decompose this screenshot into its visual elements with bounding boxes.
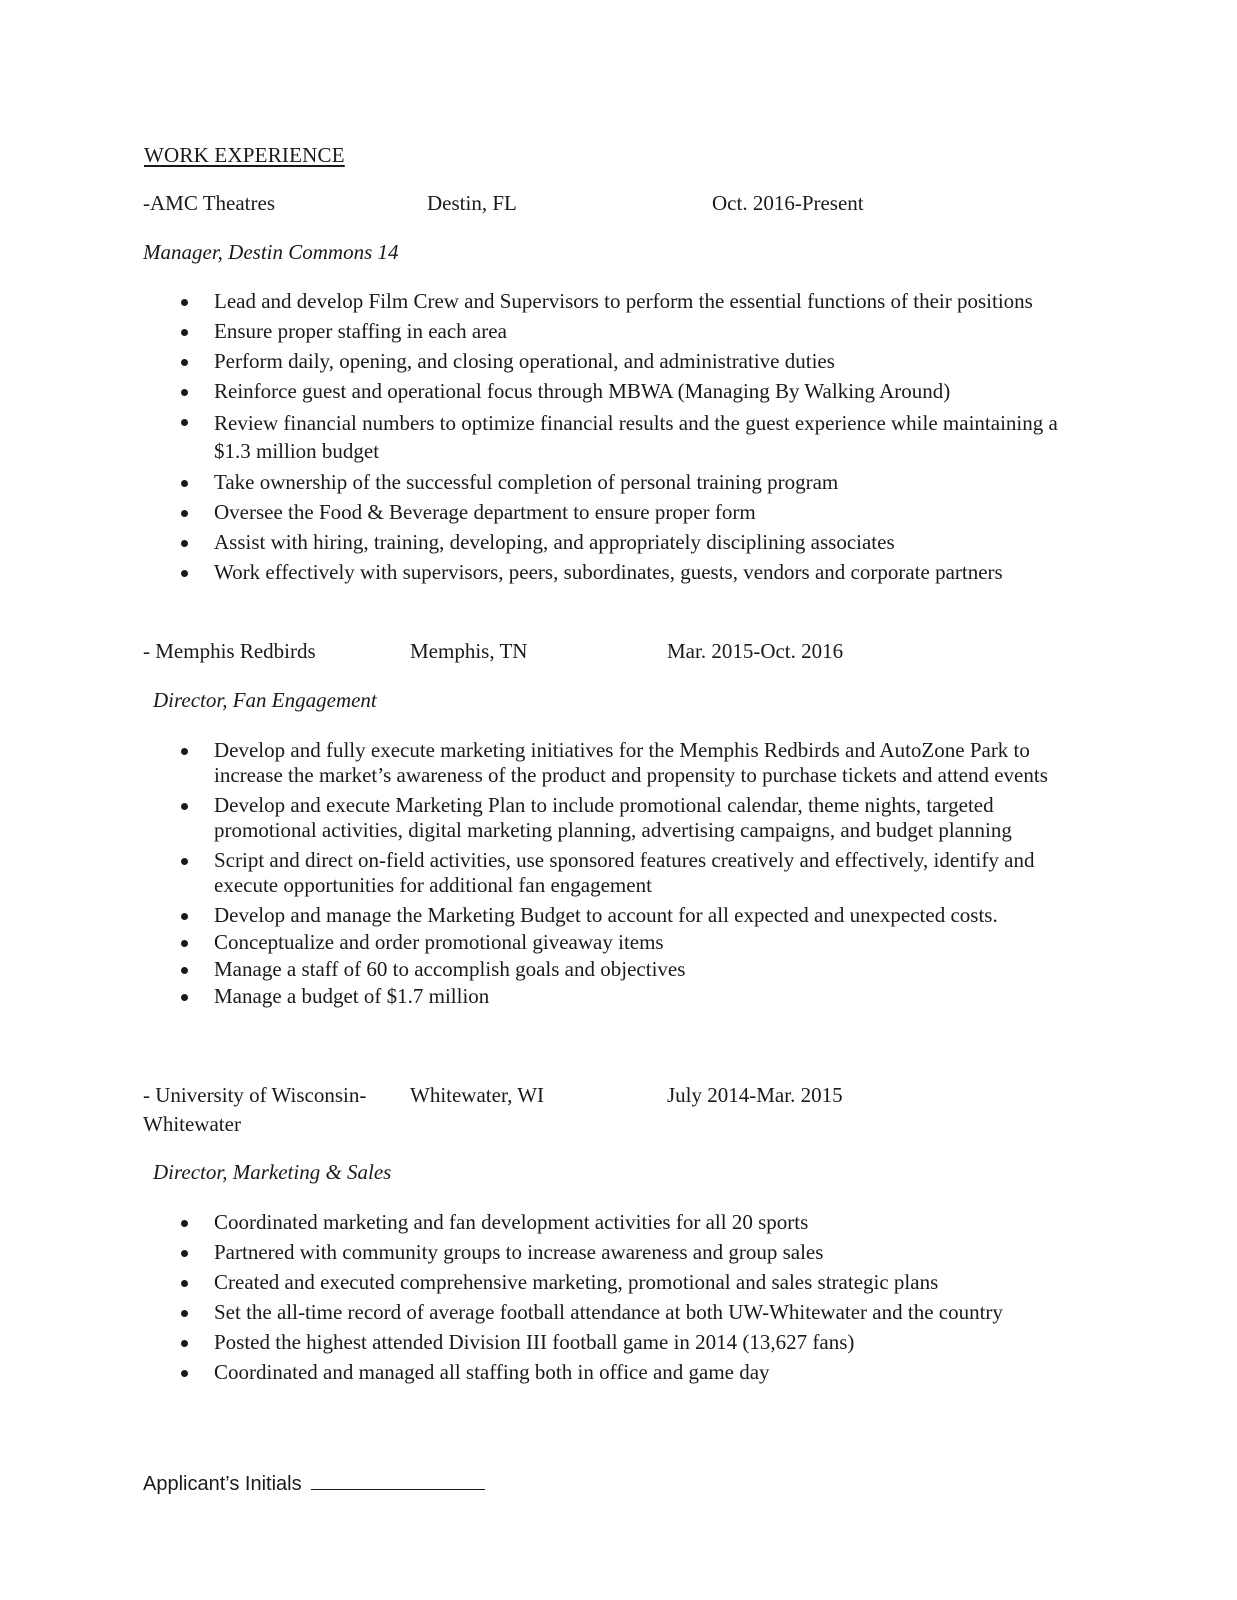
list-item: Created and executed comprehensive marketing, promotional and sales strategic plans bbox=[214, 1270, 1084, 1295]
initials-label: Applicant’s Initials bbox=[143, 1473, 302, 1495]
list-item: Partnered with community groups to increase awareness and group sales bbox=[214, 1240, 1084, 1265]
list-item: Review financial numbers to optimize financial results and the guest experience while maintaining a $1.3 million budget bbox=[214, 409, 1084, 465]
job-employer: - University of Wisconsin- bbox=[143, 1083, 367, 1107]
job-duties-list bbox=[214, 1210, 1084, 1385]
list-item: Develop and execute Marketing Plan to include promotional calendar, theme nights, targeted promotional activities, digital marketing planning, advertising campaigns, and budget planning bbox=[214, 793, 1084, 843]
job-location: Whitewater, WI bbox=[410, 1083, 545, 1107]
list-item: Posted the highest attended Division III football game in 2014 (13,627 fans) bbox=[214, 1330, 1084, 1355]
job-title: Director, Fan Engagement bbox=[153, 688, 377, 712]
list-item: Develop and fully execute marketing initiatives for the Memphis Redbirds and AutoZone Park to increase the market’s awareness of the product and propensity to purchase tickets and attend events bbox=[214, 738, 1084, 788]
job-header bbox=[0, 636, 1237, 666]
list-item: Work effectively with supervisors, peers, subordinates, guests, vendors and corporate partners bbox=[214, 560, 1084, 585]
list-item: Assist with hiring, training, developing, and appropriately disciplining associates bbox=[214, 530, 1084, 555]
list-item: Script and direct on-field activities, use sponsored features creatively and effectively, identify and execute opportunities for additional fan engagement bbox=[214, 848, 1084, 898]
list-item: Coordinated marketing and fan development activities for all 20 sports bbox=[214, 1210, 1084, 1235]
job-location: Memphis, TN bbox=[410, 639, 528, 663]
job-employer: -AMC Theatres bbox=[143, 191, 275, 215]
applicant-initials bbox=[143, 1470, 485, 1498]
list-item: Lead and develop Film Crew and Supervisors to perform the essential functions of their positions bbox=[214, 289, 1084, 314]
list-item: Ensure proper staffing in each area bbox=[214, 319, 1084, 344]
job-dates: Oct. 2016-Present bbox=[712, 191, 864, 215]
job-header bbox=[0, 188, 1237, 218]
job-employer: - Memphis Redbirds bbox=[143, 639, 316, 663]
list-item: Set the all-time record of average football attendance at both UW-Whitewater and the country bbox=[214, 1300, 1084, 1325]
job-duties-list bbox=[214, 289, 1084, 585]
job-location: Destin, FL bbox=[427, 191, 517, 215]
job-dates: July 2014-Mar. 2015 bbox=[667, 1083, 843, 1107]
job-title: Director, Marketing & Sales bbox=[153, 1160, 392, 1184]
job-header bbox=[0, 1080, 1237, 1140]
job-dates: Mar. 2015-Oct. 2016 bbox=[667, 639, 844, 663]
list-item: Oversee the Food & Beverage department to ensure proper form bbox=[214, 500, 1084, 525]
list-item: Manage a budget of $1.7 million bbox=[214, 984, 1084, 1009]
job-duties-list bbox=[214, 738, 1084, 1009]
list-item: Take ownership of the successful completion of personal training program bbox=[214, 470, 1084, 495]
list-item: Conceptualize and order promotional giveaway items bbox=[214, 930, 1084, 955]
job-title: Manager, Destin Commons 14 bbox=[143, 240, 399, 264]
section-heading: WORK EXPERIENCE bbox=[144, 143, 345, 167]
job-employer-continued: Whitewater bbox=[143, 1112, 241, 1136]
list-item: Develop and manage the Marketing Budget to account for all expected and unexpected costs. bbox=[214, 903, 1084, 928]
list-item: Manage a staff of 60 to accomplish goals and objectives bbox=[214, 957, 1084, 982]
initials-signature-line[interactable] bbox=[311, 1489, 485, 1490]
list-item: Perform daily, opening, and closing operational, and administrative duties bbox=[214, 349, 1084, 374]
list-item: Coordinated and managed all staffing both in office and game day bbox=[214, 1360, 1084, 1385]
list-item: Reinforce guest and operational focus through MBWA (Managing By Walking Around) bbox=[214, 379, 1084, 404]
